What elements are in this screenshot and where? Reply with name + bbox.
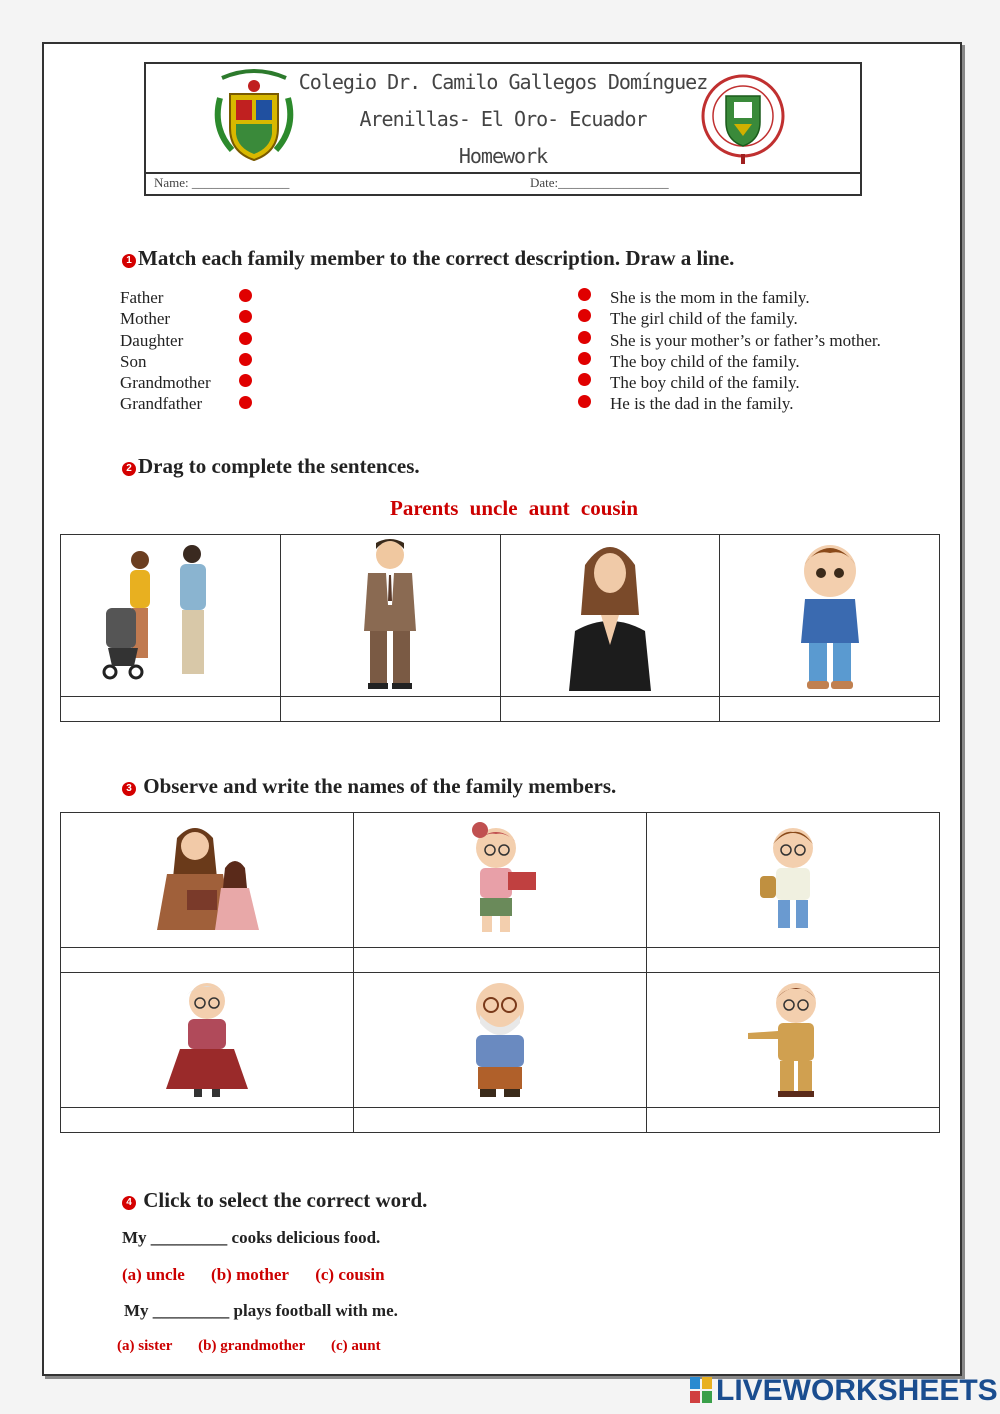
grandfather-image xyxy=(450,977,550,1099)
q3-answer-box[interactable] xyxy=(354,1108,647,1133)
option-button[interactable]: (a) sister xyxy=(117,1338,173,1354)
brand-text: LIVEWORKSHEETS xyxy=(716,1374,998,1407)
q3-picture-table xyxy=(60,812,940,1133)
q3-picture-cell xyxy=(354,973,647,1108)
q4-title: Click to select the correct word. xyxy=(143,1188,428,1212)
q4-options-2 xyxy=(117,1338,403,1355)
q3-answer-box[interactable] xyxy=(61,1108,354,1133)
worksheet-page xyxy=(42,42,962,1376)
mother-daughter-image xyxy=(147,818,267,938)
number-4-icon: 4 xyxy=(122,1196,136,1210)
q4-sentence-1: My _________ cooks delicious food. xyxy=(122,1228,381,1247)
girl-with-book-image xyxy=(450,818,550,938)
name-field[interactable]: Name: _______________ xyxy=(154,175,290,190)
option-button[interactable]: (b) mother xyxy=(211,1265,289,1284)
doc-type: Homework xyxy=(458,144,548,168)
q3-answer-box[interactable] xyxy=(354,948,647,973)
number-1-icon: 1 xyxy=(122,254,136,268)
description-list xyxy=(610,287,881,415)
option-button[interactable]: (b) grandmother xyxy=(198,1338,306,1354)
q2-answer-box[interactable] xyxy=(720,697,940,722)
match-dot-left[interactable] xyxy=(239,332,252,345)
q1-title: Match each family member to the correct description. Draw a line. xyxy=(138,246,735,270)
liveworksheets-logo xyxy=(690,1374,998,1408)
description-item: She is your mother’s or father’s mother. xyxy=(610,330,881,350)
description-item: The girl child of the family. xyxy=(610,309,798,329)
parents-stroller-image xyxy=(100,538,240,688)
match-dot-left[interactable] xyxy=(239,396,252,409)
q2-title: Drag to complete the sentences. xyxy=(138,454,420,478)
member-item: Son xyxy=(120,351,147,371)
member-item: Father xyxy=(120,288,164,307)
q2-picture-cell xyxy=(720,535,940,697)
option-button[interactable]: (a) uncle xyxy=(122,1265,185,1284)
match-dot-right[interactable] xyxy=(578,288,591,301)
q3-heading xyxy=(122,774,616,799)
q4-options-1 xyxy=(122,1265,407,1285)
q2-picture-cell xyxy=(500,535,720,697)
member-item: Mother xyxy=(120,309,171,329)
q2-picture-cell xyxy=(280,535,500,697)
grandmother-image xyxy=(152,977,262,1099)
match-dot-right[interactable] xyxy=(578,395,591,408)
number-3-icon: 3 xyxy=(122,782,136,796)
q4-heading xyxy=(122,1188,427,1213)
member-item: Daughter xyxy=(120,330,184,350)
name-date-row xyxy=(146,172,860,194)
q2-answer-box[interactable] xyxy=(61,697,281,722)
q3-picture-cell xyxy=(61,813,354,948)
match-dot-left[interactable] xyxy=(239,353,252,366)
man-presenting-image xyxy=(738,975,848,1101)
man-in-suit-image xyxy=(340,535,440,691)
match-dot-right[interactable] xyxy=(578,352,591,365)
q3-picture-cell xyxy=(61,973,354,1108)
q3-picture-cell xyxy=(647,813,940,948)
q3-picture-cell xyxy=(647,973,940,1108)
boy-with-backpack-image xyxy=(748,818,838,938)
q3-answer-box[interactable] xyxy=(647,1108,940,1133)
description-item: He is the dad in the family. xyxy=(610,394,794,414)
school-header xyxy=(144,62,862,196)
member-list xyxy=(120,287,211,415)
match-dot-left[interactable] xyxy=(239,374,252,387)
number-2-icon: 2 xyxy=(122,462,136,476)
q3-picture-cell xyxy=(354,813,647,948)
match-dot-left[interactable] xyxy=(239,310,252,323)
school-location: Arenillas- El Oro- Ecuador xyxy=(359,107,647,131)
description-item: The boy child of the family. xyxy=(610,351,800,371)
description-item: The boy child of the family. xyxy=(610,373,800,393)
match-dot-right[interactable] xyxy=(578,309,591,322)
q2-answer-box[interactable] xyxy=(500,697,720,722)
option-button[interactable]: (c) aunt xyxy=(330,1338,381,1354)
q2-picture-cell xyxy=(61,535,281,697)
q2-answer-box[interactable] xyxy=(280,697,500,722)
liveworksheets-icon xyxy=(690,1377,712,1403)
match-dot-right[interactable] xyxy=(578,373,591,386)
description-item: She is the mom in the family. xyxy=(610,288,810,307)
q3-title: Observe and write the names of the family members. xyxy=(143,774,617,798)
q4-sentence-2: My _________ plays football with me. xyxy=(124,1301,398,1320)
date-field[interactable]: Date:_________________ xyxy=(530,175,669,190)
match-dot-right[interactable] xyxy=(578,331,591,344)
woman-in-blazer-image xyxy=(555,535,665,691)
q2-heading xyxy=(122,454,420,479)
word-bank: Parents uncle aunt cousin xyxy=(390,496,639,520)
q1-heading xyxy=(122,246,734,271)
q2-picture-table xyxy=(60,534,940,722)
match-dot-left[interactable] xyxy=(239,289,252,302)
school-name: Colegio Dr. Camilo Gallegos Domínguez xyxy=(298,70,708,94)
q3-answer-box[interactable] xyxy=(61,948,354,973)
school-seal-right xyxy=(698,70,788,166)
member-item: Grandfather xyxy=(120,394,203,414)
boy-cartoon-image xyxy=(785,535,875,691)
member-item: Grandmother xyxy=(120,373,211,393)
q3-answer-box[interactable] xyxy=(647,948,940,973)
option-button[interactable]: (c) cousin xyxy=(315,1265,385,1284)
